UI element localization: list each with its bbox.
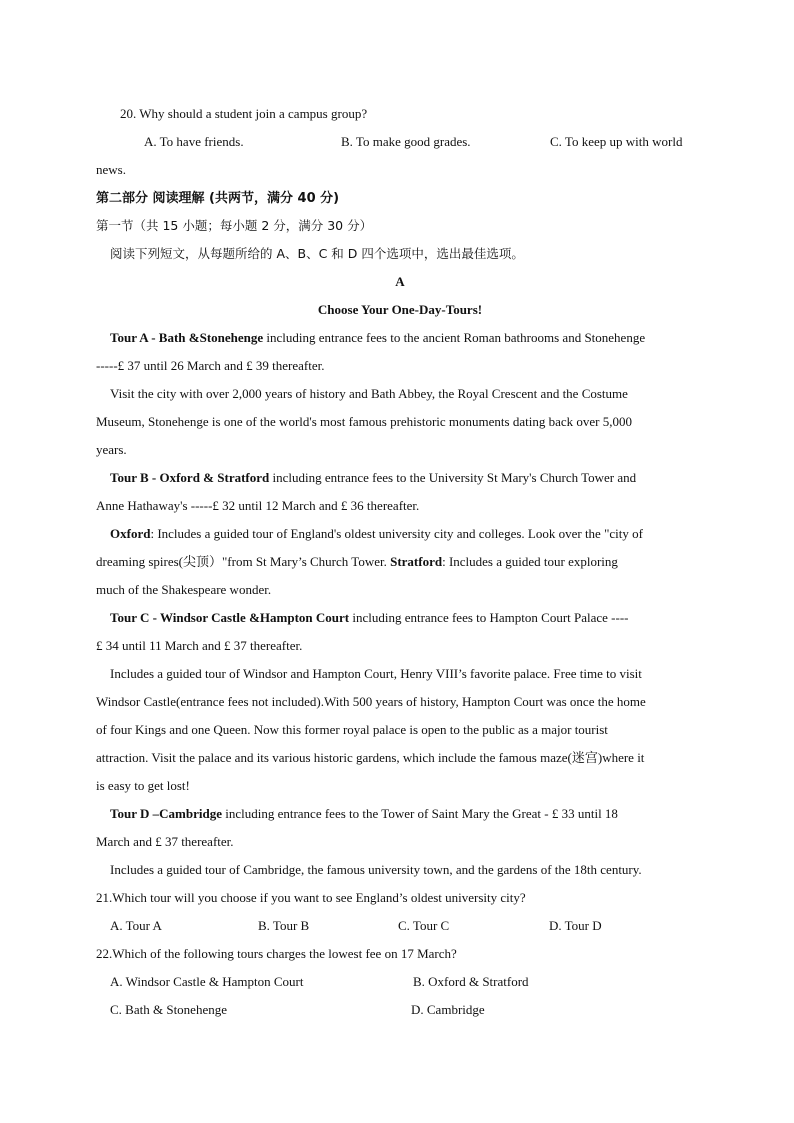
tour-b-heading: Tour B - Oxford & Stratford including entrance fees to the University St Mary's Church Tower and — [110, 470, 637, 485]
tour-d-description: Includes a guided tour of Cambridge, the famous university town, and the gardens of the 18th century. — [110, 862, 642, 877]
tour-c-name: Tour C - Windsor Castle &Hampton Court — [110, 610, 350, 625]
question-21-option-c: C. Tour C — [398, 918, 450, 933]
tour-a-heading: Tour A - Bath &Stonehenge including entrance fees to the ancient Roman bathrooms and Stonehenge — [110, 330, 646, 345]
question-22-stem: 22.Which of the following tours charges the lowest fee on 17 March? — [96, 946, 457, 961]
question-21-options — [96, 912, 704, 940]
question-22-option-d: D. Cambridge — [411, 1002, 485, 1017]
question-21-option-b: B. Tour B — [258, 918, 310, 933]
tour-b-stratford: dreaming spires(尖顶）"from St Mary’s Church Tower. Stratford: Includes a guided tour exploring — [96, 554, 618, 569]
tour-a-price: -----£ 37 until 26 March and £ 39 thereafter. — [96, 358, 325, 373]
tour-c-price: £ 34 until 11 March and £ 37 thereafter. — [96, 638, 303, 653]
tour-a-description: Visit the city with over 2,000 years of history and Bath Abbey, the Royal Crescent and the Costume — [110, 386, 628, 401]
tour-c-description: Includes a guided tour of Windsor and Hampton Court, Henry VIII’s favorite palace. Free time to visit — [110, 666, 642, 681]
question-20-option-c: C. To keep up with world — [550, 134, 683, 149]
question-20-option-b: B. To make good grades. — [341, 134, 471, 149]
tour-d-heading: Tour D –Cambridge including entrance fees to the Tower of Saint Mary the Great - £ 33 until 18 — [110, 806, 618, 821]
section-instruction: 阅读下列短文，从每题所给的 A、B、C 和 D 四个选项中，选出最佳选项。 — [110, 246, 524, 261]
tour-d-name: Tour D –Cambridge — [110, 806, 222, 821]
question-21-option-d: D. Tour D — [549, 918, 602, 933]
tour-b-name: Tour B - Oxford & Stratford — [110, 470, 270, 485]
question-20-stem: 20. Why should a student join a campus group? — [120, 106, 368, 121]
section-one-title: 第一节（共 15 小题；每小题 2 分，满分 30 分） — [96, 218, 373, 233]
tour-b-price: Anne Hathaway's -----£ 32 until 12 March and £ 36 thereafter. — [96, 498, 420, 513]
exam-page: 20. Why should a student join a campus group? A. To have friends. B. To make good grades. C. To keep up with world news. 第二部分 阅读理解 (共两节，满分 40 分) 第一节（共 15 小题；每小题 2 分，满分 30 分） 阅读下列短文，从每题所给的 A、B、C 和 D 四个选项中，选出最佳选项。 A Choose Your One-Day-Tours! Tour A - Bath &Stonehenge including entrance fees to the ancient Roman bathrooms and Stonehenge -----£ 37 until 26 March and £ 39 thereafter. Visit the city with over 2,000 years of history and Bath Abbey, the Royal Crescent and the Costume Museum, Stonehenge is one of the world's most famous prehistoric monuments dating back over 5,000 years. Tour B - Oxford & Stratford including entrance fees to the University St Mary's Church Tower and Anne Hathaway's -----£ 32 until 12 March and £ 36 thereafter. Oxford: Includes a guided tour of England's oldest university city and colleges. Look over the "city of dreaming spires(尖顶）"from St Mary’s Church Tower. Stratford: Includes a guided tour exploring much of the Shakespeare wonder. Tour C - Windsor Castle &Hampton Court including entrance fees to Hampton Court Palace ---- £ 34 until 11 March and £ 37 thereafter. Includes a guided tour of Windsor and Hampton Court, Henry VIII’s favorite palace. Free time to visit Windsor Castle(entrance fees not included).With 500 years of history, Hampton Court was once the home of four Kings and one Queen. Now this former royal palace is open to the public as a major tourist attraction. Visit the palace and its various historic gardens, which include the famous maze(迷宫)where it is easy to get lost! Tour D –Cambridge including entrance fees to the Tower of Saint Mary the Great - £ 33 until 18 March and £ 37 thereafter. Includes a guided tour of Cambridge, the famous university town, and the gardens of the 18th century. 21.Which tour will you choose if you want to see England’s oldest university city? A. Tour A B. Tour B C. Tour C D. Tour D 22.Which of the following tours charges the lowest fee on 17 March? A. Windsor Castle & Hampton Court B. Oxford & Stratford C. Bath & Stonehenge D. Cambridge — [96, 100, 704, 1024]
question-21-stem: 21.Which tour will you choose if you want to see England’s oldest university city? — [96, 890, 526, 905]
question-20-option-a: A. To have friends. — [144, 134, 244, 149]
question-20-options — [96, 128, 704, 156]
question-22-option-c: C. Bath & Stonehenge — [110, 1002, 227, 1017]
question-22-options-row1 — [96, 968, 704, 996]
part-two-title: 第二部分 阅读理解 (共两节，满分 40 分) — [96, 191, 340, 206]
tour-a-name: Tour A - Bath &Stonehenge — [110, 330, 264, 345]
tour-c-heading: Tour C - Windsor Castle &Hampton Court including entrance fees to Hampton Court Palace ---- — [110, 610, 629, 625]
tour-d-price: March and £ 37 thereafter. — [96, 834, 234, 849]
passage-title: Choose Your One-Day-Tours! — [317, 302, 483, 317]
question-22-option-b: B. Oxford & Stratford — [413, 974, 529, 989]
question-22-options-row2 — [96, 996, 704, 1024]
tour-b-oxford: Oxford: Includes a guided tour of England's oldest university city and colleges. Look over the "city of — [110, 526, 643, 541]
question-22-option-a: A. Windsor Castle & Hampton Court — [110, 974, 304, 989]
question-20-option-c-continued: news. — [96, 162, 126, 177]
passage-letter: A — [395, 274, 405, 289]
question-21-option-a: A. Tour A — [110, 918, 162, 933]
